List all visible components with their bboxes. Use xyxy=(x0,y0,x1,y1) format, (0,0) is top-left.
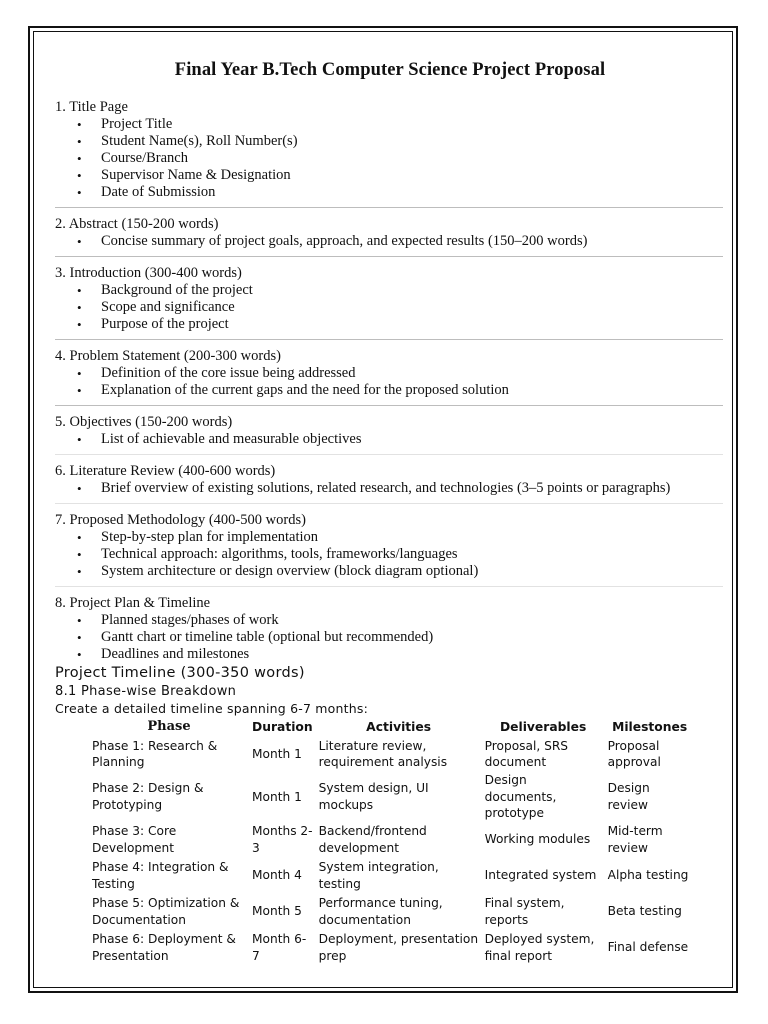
table-cell: Deployed system, final report xyxy=(484,932,595,963)
table-cell: Mid-term review xyxy=(607,824,663,855)
bullet-icon: • xyxy=(77,481,82,496)
list-item: • Scope and significance xyxy=(77,299,235,315)
section-divider xyxy=(55,207,723,208)
section-divider xyxy=(55,454,723,455)
bullet-icon: • xyxy=(77,547,82,562)
section-divider xyxy=(55,339,723,340)
table-row xyxy=(89,858,695,894)
section-problem-statement xyxy=(55,348,725,399)
bullet-icon: • xyxy=(77,283,82,298)
table-cell: Phase 6: Deployment & Presentation xyxy=(92,932,236,963)
table-cell: Alpha testing xyxy=(607,868,689,883)
section-heading: 2. Abstract (150-200 words) xyxy=(55,216,219,232)
bullet-icon: • xyxy=(77,117,82,132)
list-item: • Deadlines and milestones xyxy=(77,646,250,662)
bullet-list xyxy=(55,233,725,250)
list-item: • Purpose of the project xyxy=(77,316,229,332)
table-cell: Month 4 xyxy=(252,868,302,883)
table-cell: System integration, testing xyxy=(318,860,439,891)
bullet-list xyxy=(55,365,725,399)
table-cell: Design review xyxy=(607,781,650,812)
section-objectives xyxy=(55,414,725,448)
section-heading: 3. Introduction (300-400 words) xyxy=(55,265,242,281)
table-row xyxy=(89,736,695,772)
section-heading: 1. Title Page xyxy=(55,99,128,115)
table-cell: Phase 4: Integration & Testing xyxy=(92,860,229,891)
section-heading: 6. Literature Review (400-600 words) xyxy=(55,463,276,479)
timeline-subheading: 8.1 Phase-wise Breakdown xyxy=(55,684,237,699)
table-cell: Working modules xyxy=(484,832,591,847)
section-title-page xyxy=(55,99,725,201)
table-row xyxy=(89,772,695,822)
bullet-list xyxy=(55,431,725,448)
bullet-list xyxy=(55,116,725,201)
bullet-icon: • xyxy=(77,647,82,662)
table-cell: Phase 2: Design & Prototyping xyxy=(92,781,204,812)
list-item: • Concise summary of project goals, approach, and expected results (150–200 words) xyxy=(77,233,588,249)
bullet-list xyxy=(55,282,725,333)
list-item: • List of achievable and measurable objectives xyxy=(77,431,362,447)
bullet-icon: • xyxy=(77,317,82,332)
table-cell: Literature review, requirement analysis xyxy=(318,738,448,769)
section-divider xyxy=(55,256,723,257)
bullet-icon: • xyxy=(77,564,82,579)
section-heading: 4. Problem Statement (200-300 words) xyxy=(55,348,281,364)
section-divider xyxy=(55,405,723,406)
table-cell: Proposal approval xyxy=(607,738,661,769)
table-cell: Proposal, SRS document xyxy=(484,738,569,769)
bullet-list xyxy=(55,612,725,663)
table-cell: Month 5 xyxy=(252,904,302,919)
document-title: Final Year B.Tech Computer Science Project Proposal xyxy=(174,60,606,80)
table-cell: Phase 1: Research & Planning xyxy=(92,738,218,769)
table-cell: Month 6-7 xyxy=(252,932,307,963)
document-body xyxy=(55,60,725,966)
section-project-plan xyxy=(55,595,725,663)
table-cell: Beta testing xyxy=(607,904,682,919)
bullet-list xyxy=(55,480,725,497)
bullet-icon: • xyxy=(77,151,82,166)
section-literature-review xyxy=(55,463,725,497)
list-item: • Date of Submission xyxy=(77,184,216,200)
bullet-icon: • xyxy=(77,530,82,545)
table-cell: Deployment, presentation prep xyxy=(318,932,479,963)
table-row xyxy=(89,930,695,966)
section-heading: 5. Objectives (150-200 words) xyxy=(55,414,233,430)
bullet-icon: • xyxy=(77,300,82,315)
list-item: • Definition of the core issue being addressed xyxy=(77,365,356,381)
list-item: • Student Name(s), Roll Number(s) xyxy=(77,133,298,149)
bullet-icon: • xyxy=(77,168,82,183)
table-cell: Phase 5: Optimization & Documentation xyxy=(92,896,240,927)
table-cell: System design, UI mockups xyxy=(318,781,429,812)
bullet-icon: • xyxy=(77,185,82,200)
section-introduction xyxy=(55,265,725,333)
list-item: • Gantt chart or timeline table (optional but recommended) xyxy=(77,629,434,645)
timeline-table xyxy=(89,718,695,966)
section-heading: 7. Proposed Methodology (400-500 words) xyxy=(55,512,306,528)
table-cell: Months 2-3 xyxy=(252,824,313,855)
column-header-deliverables: Deliverables xyxy=(499,719,587,734)
section-methodology xyxy=(55,512,725,580)
bullet-icon: • xyxy=(77,383,82,398)
list-item: • Brief overview of existing solutions, related research, and technologies (3–5 points or paragraphs) xyxy=(77,480,671,496)
section-heading: 8. Project Plan & Timeline xyxy=(55,595,211,611)
list-item: • Project Title xyxy=(77,116,173,132)
list-item: • Technical approach: algorithms, tools, frameworks/languages xyxy=(77,546,458,562)
bullet-list xyxy=(55,529,725,580)
bullet-icon: • xyxy=(77,366,82,381)
bullet-icon: • xyxy=(77,630,82,645)
section-divider xyxy=(55,503,723,504)
list-item: • Supervisor Name & Designation xyxy=(77,167,291,183)
table-row xyxy=(89,822,695,858)
timeline-title: Project Timeline (300-350 words) xyxy=(55,665,305,681)
table-cell: Phase 3: Core Development xyxy=(92,824,177,855)
table-cell: Month 1 xyxy=(252,746,302,761)
column-header-activities: Activities xyxy=(366,719,432,734)
list-item: • Course/Branch xyxy=(77,150,188,166)
table-cell: Month 1 xyxy=(252,789,302,804)
timeline-description: Create a detailed timeline spanning 6-7 months: xyxy=(55,701,368,716)
table-row xyxy=(89,894,695,930)
table-cell: Backend/frontend development xyxy=(318,824,427,855)
section-divider xyxy=(55,586,723,587)
table-cell: Performance tuning, documentation xyxy=(318,896,443,927)
list-item: • Planned stages/phases of work xyxy=(77,612,279,628)
column-header-milestones: Milestones xyxy=(612,719,688,734)
table-cell: Integrated system xyxy=(484,868,597,883)
list-item: • Background of the project xyxy=(77,282,253,298)
table-cell: Final system, reports xyxy=(484,896,565,927)
table-cell: Design documents, prototype xyxy=(484,773,557,820)
section-abstract xyxy=(55,216,725,250)
bullet-icon: • xyxy=(77,613,82,628)
bullet-icon: • xyxy=(77,432,82,447)
bullet-icon: • xyxy=(77,234,82,249)
list-item: • Step-by-step plan for implementation xyxy=(77,529,319,545)
table-header-row xyxy=(89,718,695,736)
list-item: • Explanation of the current gaps and the need for the proposed solution xyxy=(77,382,509,398)
column-header-duration: Duration xyxy=(252,719,313,734)
list-item: • System architecture or design overview (block diagram optional) xyxy=(77,563,479,579)
column-header-phase: Phase xyxy=(147,719,191,734)
table-cell: Final defense xyxy=(607,940,689,955)
bullet-icon: • xyxy=(77,134,82,149)
